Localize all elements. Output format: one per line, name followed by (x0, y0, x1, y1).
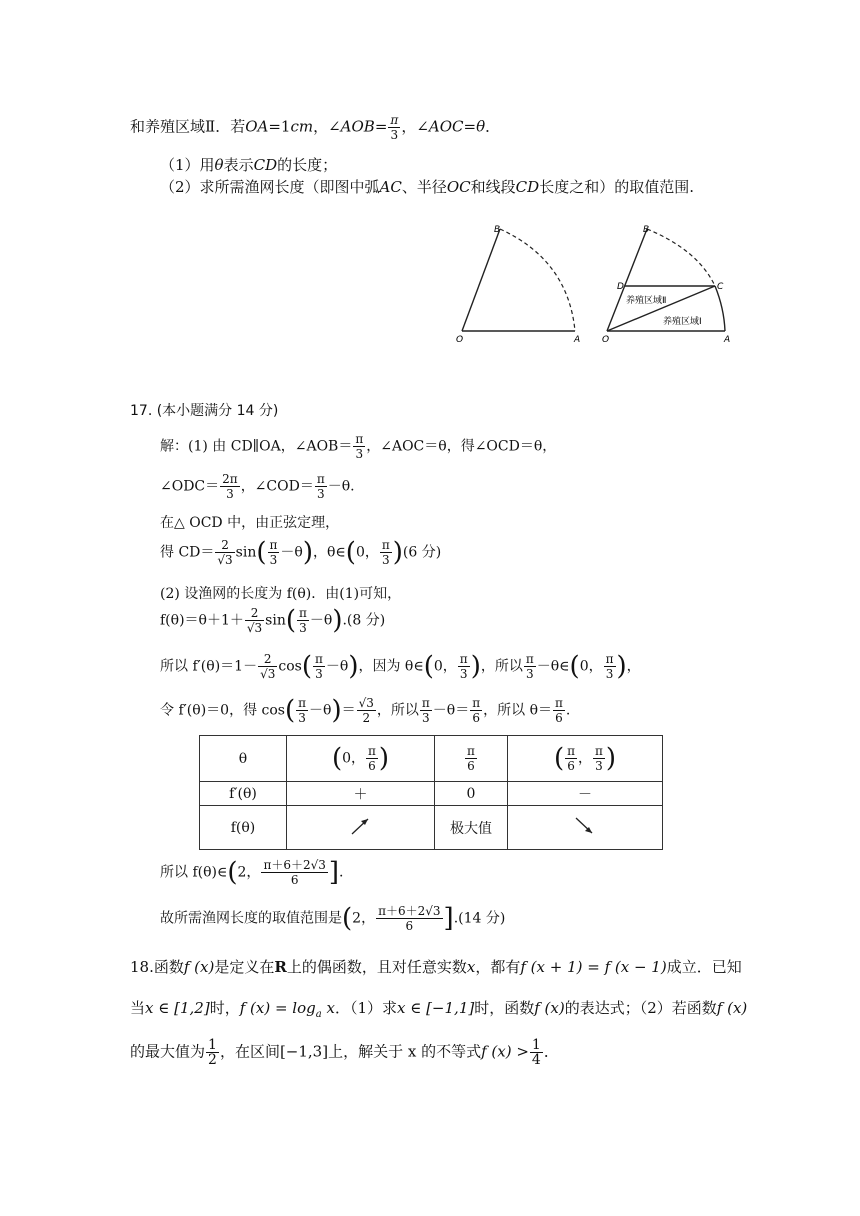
solution-final: 故所需渔网长度的取值范围是(2， $\frac{\pi+6+2√3}{6}$ ].(14 分) (160, 903, 506, 934)
table-max-value: 极大值 (435, 806, 508, 850)
table-row (200, 782, 663, 806)
sector-figure-right (602, 225, 730, 345)
solution-range: 所以 f(θ)∈(2， $\frac{\pi+6+2√3}{6}$ ]. (160, 857, 344, 888)
label-b-right: B (643, 225, 650, 235)
label-o-left: O (456, 335, 464, 345)
label-region-1: 养殖区域Ⅰ (663, 317, 702, 327)
solution-line-8: 令 f′(θ)＝0，得 cos( $\frac{\pi}{3}$ －θ)＝ $\frac{√3}{2}$ ，所以 $\frac{\pi}{3}$ －θ＝ $\frac{\pi}{6}$ ，所以 θ＝ $\frac{\pi}{6}$ . (160, 695, 571, 726)
label-o-right: O (602, 335, 610, 345)
problem16-question1: （1）用θ表示CD的长度； (160, 156, 338, 174)
solution-line-5: (2) 设渔网的长度为 f(θ)．由(1)可知， (160, 586, 402, 602)
problem18-line-2: 当x ∈ [1,2]时，f $(x) = \log_a x$．（1）求x ∈ [−1,1]时，函数f (x)的表达式；（2）若函数f (x) (130, 999, 748, 1020)
increasing-arrow-icon (287, 806, 435, 850)
sign-table (199, 735, 663, 850)
table-derivative-positive: ＋ (287, 782, 435, 806)
table-derivative-negative: － (508, 782, 663, 806)
label-region-2: 养殖区域Ⅱ (626, 296, 667, 306)
table-cell-interval-2: ( $\frac{\pi}{6}$ ， $\frac{\pi}{3}$ ) (508, 736, 663, 782)
table-derivative-zero: 0 (435, 782, 508, 806)
label-d: D (617, 282, 624, 292)
table-cell-interval-1: (0， $\frac{\pi}{6}$ ) (287, 736, 435, 782)
table-row (200, 736, 663, 782)
problem16-question2: （2）求所需渔网长度（即图中弧AC、半径OC和线段CD长度之和）的取值范围. (160, 178, 694, 196)
sector-figure-left (456, 225, 580, 345)
decreasing-arrow-icon (508, 806, 663, 850)
solution-line-3: 在△ OCD 中，由正弦定理， (160, 515, 340, 531)
table-header-theta: θ (200, 736, 287, 782)
problem17-header: 17. (本小题满分 14 分) (130, 403, 279, 419)
problem18-line-3: 的最大值为 $\frac{1}{2}$ ，在区间[−1,3]上，解关于 x 的不等式f (x) > $\frac{1}{4}$ ． (130, 1037, 559, 1068)
label-a-right: A (724, 335, 731, 345)
label-b-left: B (494, 225, 501, 235)
solution-line-4: 得 CD＝ $\frac{2}{√3}$ sin( $\frac{\pi}{3}$ －θ)，θ∈(0， $\frac{\pi}{3}$ )(6 分) (160, 537, 442, 568)
sector-figures (450, 220, 750, 350)
solution-line-1: 解：(1) 由 CD∥OA，∠AOB＝ $\frac{\pi}{3}$ ，∠AOC＝θ，得∠OCD＝θ， (160, 432, 557, 461)
label-c: C (717, 282, 724, 292)
problem18-line-1: 18.函数f (x)是定义在R上的偶函数，且对任意实数x，都有f (x + 1) = f (x − 1)成立．已知 (130, 958, 742, 976)
solution-line-2: ∠ODC＝ $\frac{2\pi}{3}$ ，∠COD＝ $\frac{\pi}{3}$ －θ. (160, 472, 355, 501)
label-a-left: A (574, 335, 581, 345)
table-label-function: f(θ) (200, 806, 287, 850)
solution-line-6: f(θ)＝θ＋1＋ $\frac{2}{√3}$ sin( $\frac{\pi}{3}$ －θ).(8 分) (160, 605, 386, 636)
table-row (200, 806, 663, 850)
solution-line-7: 所以 f′(θ)＝1－ $\frac{2}{√3}$ cos( $\frac{\pi}{3}$ －θ)，因为 θ∈(0， $\frac{\pi}{3}$ )，所以 $\frac{\pi}{3}$ －θ∈(0， $\frac{\pi}{3}$ )， (160, 651, 641, 682)
table-label-derivative: f′(θ) (200, 782, 287, 806)
problem16-intro: 和养殖区域Ⅱ．若OA=1cm，∠AOB= $\frac{\pi}{3}$ ，∠AOC=θ． (130, 113, 501, 142)
table-cell-critical: $\frac{\pi}{6}$ (435, 736, 508, 782)
